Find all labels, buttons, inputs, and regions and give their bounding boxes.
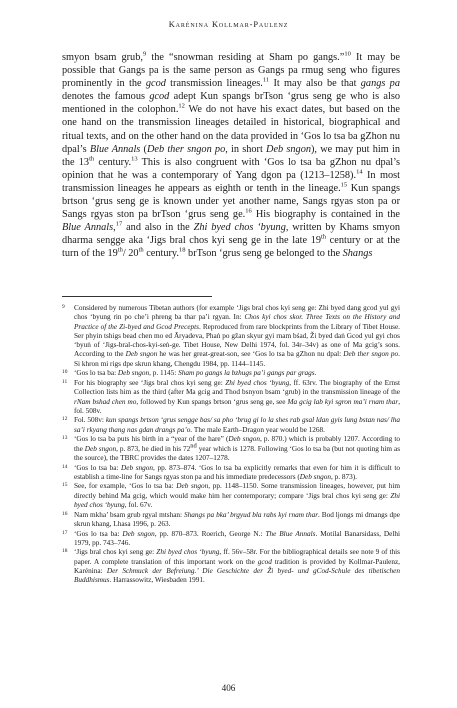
italic-text: Blue Annals xyxy=(62,222,114,234)
text-run: year which is 1278. Following ‘Gos lo tsa ba (but not quoting him as the source), the TBRC provides the dates 1207–1278. xyxy=(74,444,401,462)
text-run: , p. 1145: xyxy=(149,369,179,378)
text-run: Kun spangs brtson ‘grus seng ge is known under yet another name, Sangs rgyas ston pa or Sangs rgyas ston pa brTson ‘grus seng ge. xyxy=(62,182,400,221)
text-run: , fol. 508v. xyxy=(74,397,400,415)
text-run: This is also congruent with ‘Gos lo tsa ba gZhon nu dpal’s opinion that he was a contemporary of Yang dgon pa (1213–1258). xyxy=(62,156,400,181)
footnote-separator xyxy=(62,296,212,297)
text-run: In most transmission lineages he appears as eighth or tenth in the lineage. xyxy=(62,169,400,194)
italic-text: gangs pa xyxy=(360,78,400,90)
italic-text: Deb sngon xyxy=(121,463,154,472)
italic-text: Zhi byed chos ‘byung xyxy=(225,378,290,387)
running-head: Karénina Kollmar-Paulenz xyxy=(168,20,289,29)
text-run: Considered by numerous Tibetan authors (for example ‘Jigs bral chos kyi seng ge: Zhi byed dang gcod yul gyi chos ‘byung rin po che’i phreng ba thar pa’i rgyan. In: xyxy=(74,304,400,322)
footnote xyxy=(62,464,400,483)
footnote-text xyxy=(74,416,400,435)
footnote xyxy=(62,548,400,585)
italic-text: Zhi byed chos ‘byung xyxy=(156,548,220,557)
italic-text: Deb sngon xyxy=(176,482,209,491)
text-run: , p. 873, he died in his 72 xyxy=(116,444,191,453)
superscript: 10 xyxy=(344,50,351,58)
superscript: 15 xyxy=(340,181,348,189)
italic-text: gcod xyxy=(257,557,272,566)
italic-text: Deb sngon xyxy=(266,143,311,155)
italic-text: Blue Annals xyxy=(89,143,141,155)
text-run: We do not have his exact dates, but based on the one hand on the transmission lineages detailed in historical, biographical and ritual texts, and on the other hand on the data provided in ‘Gos lo tsa ba gZhon nu dpal’s xyxy=(62,104,400,155)
text-run: , pp. 870–873. Roerich, George N.: xyxy=(154,529,266,538)
italic-text: rNam bshad chen mo xyxy=(74,397,137,406)
italic-text: Shangs pa bka’ brgyud bla rabs kyi rnam thar xyxy=(184,510,319,519)
text-run: transmission lineages. xyxy=(165,78,263,90)
footnote xyxy=(62,416,400,435)
footnote-text xyxy=(74,435,400,463)
text-run: brTson ‘grus seng ge belonged to the xyxy=(185,248,343,260)
superscript: 9 xyxy=(142,50,147,58)
text-run: , p. 873). xyxy=(331,472,357,481)
text-run: , written by Khams smyon dharma sengge aka ‘Jigs bral chos kyi seng ge in the late 19 xyxy=(62,222,400,247)
superscript: 14 xyxy=(356,168,363,176)
text-run: ( xyxy=(140,143,147,155)
italic-text: Der Schmuck der Befreiung.’ Die Geschichte der Ži byed- und gCod-Schule des tibetischen Buddhismus xyxy=(74,566,400,585)
text-run: century. xyxy=(143,248,179,260)
footnote-text xyxy=(74,379,400,416)
text-run: he was her great-great-son, see ‘Gos lo tsa ba gZhon nu dpal: xyxy=(157,350,344,359)
italic-text: Deb sngon xyxy=(122,529,155,538)
italic-text: Deb sngon xyxy=(125,350,158,359)
italic-text: kun spangs brtson ‘grus sengge bas/ sa pho ‘brug gi lo la shes rab gsal ldan gyis lung bstan nas/ lha sa’i rkyang thang nas gdan drangs pa’o. xyxy=(74,416,401,434)
footnote-text xyxy=(74,511,400,530)
footnote-number: 16 xyxy=(62,510,68,517)
footnote-number: 9 xyxy=(62,304,65,310)
text-run: For his biography see ‘Jigs bral chos kyi seng ge: xyxy=(74,378,226,387)
text-run: and also in the xyxy=(122,222,194,234)
text-run: century. xyxy=(94,156,132,168)
superscript: 16 xyxy=(245,207,252,215)
footnote-number: 13 xyxy=(62,435,68,442)
superscript: th xyxy=(89,155,95,163)
text-run: adept Kun spangs brTson ‘grus seng ge who is also mentioned in the colophon. xyxy=(62,91,400,116)
footnote xyxy=(62,511,400,530)
footnote xyxy=(62,435,400,463)
footnote-number: 14 xyxy=(62,463,68,470)
italic-text: Zhi byed chos ‘byung xyxy=(74,491,400,510)
footnote xyxy=(62,482,400,510)
italic-text: Shangs xyxy=(342,248,373,260)
text-run: , fol. 67v. xyxy=(124,501,153,510)
text-run: , in short xyxy=(225,143,267,155)
italic-text: Deb ther sngon po xyxy=(146,143,226,155)
text-run: , pp. 873–874. ‘Gos lo tsa ba explicitly remarks that even for him it is difficult to establish a time-line for Sangs rgyas ston pa and his immediate predecessors ( xyxy=(74,463,400,481)
text-run: ‘Gos lo tsa ba puts his birth in a “year of the hare” ( xyxy=(74,435,229,444)
superscript: th xyxy=(117,246,123,254)
italic-text: Chos kyi chos skor. Three Texts on the History and Practice of the Zi-byed and Gcod Precepts xyxy=(74,313,400,331)
footnote-number: 10 xyxy=(62,369,68,376)
footnote-number: 18 xyxy=(62,548,68,555)
text-run: , ff. 63rv. The biography of the Ernst Collection lists him as the third (after Ma gcig and Thod bsnyon bsam ‘grub) in the transmission lineage of the xyxy=(74,378,400,397)
italic-text: Deb ther sngon po xyxy=(343,350,399,359)
footnote xyxy=(62,304,400,369)
text-run: . Si khron mi rigs dpe skrun khang, Chengdu 1984, pp. 1144–1145. xyxy=(74,350,400,368)
text-run: , pp. 1148–1150. Some transmission lineages, however, put him directly behind Ma gcig, which would make him her contemporary; compare ‘Jigs bral chos kyi seng ge: xyxy=(74,482,400,500)
italic-text: Deb sngon xyxy=(84,444,117,453)
footnote-text xyxy=(74,530,400,549)
text-run: tradition is provided by Kollmar-Paulenz, Karénina: xyxy=(74,557,400,575)
superscript: 11 xyxy=(262,76,270,84)
text-run: smyon bsam grub, xyxy=(62,52,143,63)
text-run: It may be possible that Gangs pa is the same person as Gangs pa rmug seng who figures prominently in the xyxy=(62,52,400,90)
footnote-text xyxy=(74,304,400,369)
italic-text: gcod xyxy=(149,91,170,103)
superscript: 17 xyxy=(115,220,123,228)
text-run: . Motilal Banarsidass, Delhi 1979, pp. 743–746. xyxy=(74,529,400,547)
footnote-text xyxy=(74,482,400,510)
footnote xyxy=(62,530,400,549)
footnote-number: 17 xyxy=(62,529,68,536)
text-run: ), we may put him in the 13 xyxy=(62,143,400,168)
footnote-number: 15 xyxy=(62,482,68,489)
text-run: ‘Jigs bral chos kyi seng ge: xyxy=(74,548,157,557)
superscript: th xyxy=(321,233,327,241)
italic-text: Deb sngon xyxy=(299,472,331,481)
text-run: denotes the famous xyxy=(62,91,150,103)
text-run: Nam mkha’ bsam grub rgyal mtshan: xyxy=(74,510,184,519)
footnote xyxy=(62,369,400,378)
italic-text: Deb sngon xyxy=(117,369,150,378)
text-run: The male Earth–Dragon year would be 1268. xyxy=(192,425,325,434)
text-run: , xyxy=(113,222,116,234)
text-run: See, for example, ‘Gos lo tsa ba: xyxy=(74,482,177,491)
text-run: His biography is contained in the xyxy=(251,209,400,221)
footnote-number: 11 xyxy=(62,378,68,385)
superscript: nd xyxy=(190,442,197,450)
text-run: . Harrassowitz, Wiesbaden 1991. xyxy=(109,576,205,585)
footnote xyxy=(62,379,400,416)
footnote-number: 12 xyxy=(62,416,68,423)
main-text xyxy=(62,51,400,261)
text-run: It may also be that xyxy=(269,78,361,90)
body-paragraph xyxy=(62,51,400,261)
footnote-text xyxy=(74,464,400,483)
italic-text: Zhi byed chos ‘byung xyxy=(193,222,286,234)
text-run: ‘Gos lo tsa ba: xyxy=(74,369,118,378)
text-run: , p. 870.) which is probably 1207. According to the xyxy=(74,435,400,453)
text-run: the “snowman residing at Sham po gangs.” xyxy=(146,52,345,63)
superscript: 12 xyxy=(178,102,185,110)
text-run: ‘Gos lo tsa ba: xyxy=(74,463,122,472)
text-run: / 20 xyxy=(122,248,139,260)
italic-text: The Blue Annals xyxy=(265,529,316,538)
italic-text: Sham po gangs la bzhugs pa’i gangs par grags. xyxy=(178,369,317,378)
footnotes xyxy=(62,304,400,586)
footnote-text xyxy=(74,548,400,585)
italic-text: Deb sngon xyxy=(228,435,260,444)
text-run: Fol. 508v: xyxy=(74,416,106,425)
text-run: ‘Gos lo tsa ba: xyxy=(74,529,123,538)
text-run: . Bod ljongs mi dmangs dpe skrun khang, Lhasa 1996, p. 263. xyxy=(74,510,400,528)
superscript: th xyxy=(138,246,144,254)
superscript: 13 xyxy=(131,155,138,163)
page-number: 406 xyxy=(221,683,236,693)
text-run: . Reproduced from rare blockprints from the Library of Tibet House. Ser phyin tshigs bead chen mo ed Āryadeva, Phaṅ po gžan skyur gyi rnam bśad, Ži byed daṅ Gcod yul gyi chos ‘byuṅ of ‘Jigs-bral-chos-kyi-seṅ-ge. Tibet House, New Delhi 1974, fol. 34r–34v) as one of Ma gcig’s sons. According to the xyxy=(74,322,400,359)
italic-text: Ma gcig lab kyi sgron ma’i rnam thar xyxy=(287,397,399,406)
text-run: , followed by Kun spangs brtson ‘grus seng ge, see xyxy=(136,397,288,406)
footnote-text xyxy=(74,369,400,378)
text-run: , ff. 56v–58r. For the bibliographical details see note 9 of this paper. A complete translation of this important work on the xyxy=(74,548,401,566)
italic-text: gcod xyxy=(145,78,166,90)
superscript: 18 xyxy=(178,246,186,254)
text-run: century or at the turn of the 19 xyxy=(62,235,400,260)
